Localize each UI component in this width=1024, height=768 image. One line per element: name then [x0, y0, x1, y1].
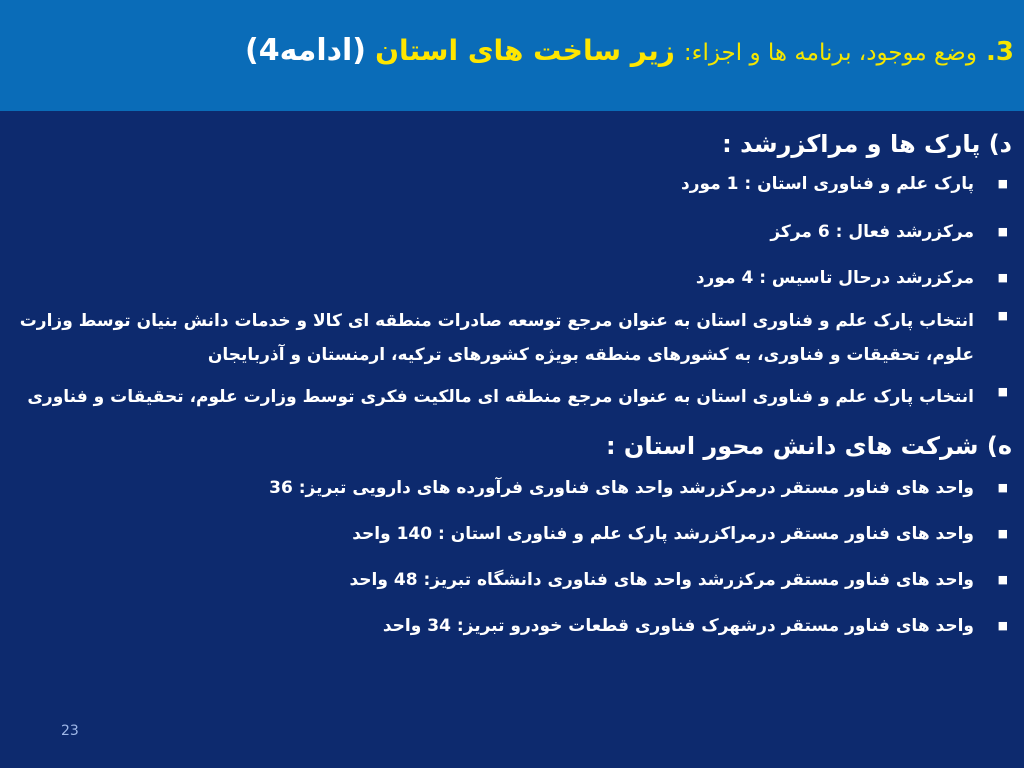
list-item: ■ مرکزرشد درحال تاسیس : 4 مورد — [695, 268, 1008, 288]
square-bullet-icon: ■ — [997, 309, 1008, 322]
title-number: 3. — [986, 37, 1014, 67]
page-number: 23 — [61, 723, 79, 739]
square-bullet-icon: ■ — [997, 225, 1008, 238]
list-item: ■ واحد های فناور مستقر مرکزرشد واحد های فناوری دانشگاه تبریز: 48 واحد — [349, 570, 1008, 590]
title-bar — [0, 0, 1024, 111]
slide-body — [14, 119, 1012, 638]
title-main: زیر ساخت های استان — [375, 34, 675, 67]
list-item: ■ پارک علم و فناوری استان : 1 مورد — [681, 174, 1008, 194]
slide-title — [14, 26, 1014, 78]
square-bullet-icon: ■ — [997, 271, 1008, 284]
title-continuation: (ادامه4) — [244, 33, 367, 68]
square-bullet-icon: ■ — [997, 527, 1008, 540]
square-bullet-icon: ■ — [997, 573, 1008, 586]
title-subtitle: وضع موجود، برنامه ها و اجزاء: — [683, 40, 977, 66]
list-item: ■ انتخاب پارک علم و فناوری استان به عنوان مرجع توسعه صادرات منطقه ای کالا و خدمات دانش بنیان توسط وزارت علوم، تحقیقات و فناوری، به کشورهای منطقه بویژه کشورهای ترکیه، ارمنستان و آذربایجان — [14, 304, 1012, 372]
square-bullet-icon: ■ — [997, 177, 1008, 190]
list-item: ■ واحد های فناور مستقر درشهرک فناوری قطعات خودرو تبریز: 34 واحد — [382, 616, 1008, 636]
square-bullet-icon: ■ — [997, 481, 1008, 494]
square-bullet-icon: ■ — [997, 385, 1008, 398]
section-heading-companies: ه) شرکت های دانش محور استان : — [605, 432, 1012, 460]
list-item: ■ انتخاب پارک علم و فناوری استان به عنوان مرجع منطقه ای مالکیت فکری توسط وزارت علوم، تحقیقات و فناوری — [14, 380, 1012, 414]
square-bullet-icon: ■ — [997, 619, 1008, 632]
list-item: ■ مرکزرشد فعال : 6 مرکز — [770, 222, 1008, 242]
list-item: ■ واحد های فناور مستقر درمرکزرشد واحد های فناوری فرآورده های دارویی تبریز: 36 — [269, 478, 1008, 498]
section-heading-parks: د) پارک ها و مراکزرشد : — [722, 130, 1012, 158]
list-item: ■ واحد های فناور مستقر درمراکزرشد پارک علم و فناوری استان : 140 واحد — [352, 524, 1008, 544]
